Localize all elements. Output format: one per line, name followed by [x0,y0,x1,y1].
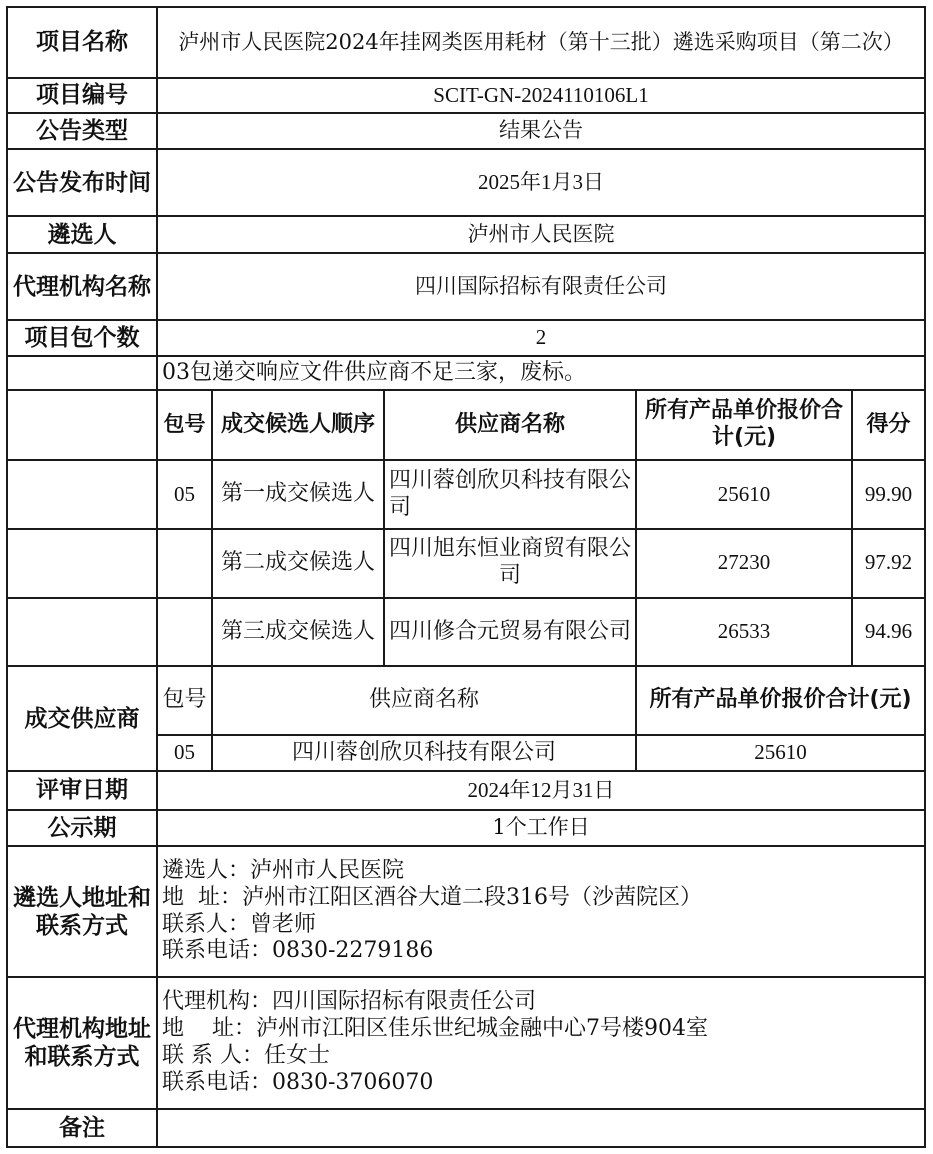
selector-contact-line: 地 址：泸州市江阳区酒谷大道二段316号（沙茜院区） [162,884,702,910]
agency-contact-line: 代理机构：四川国际招标有限责任公司 [162,989,537,1015]
winner-supplier: 四川蓉创欣贝科技有限公司 [212,735,636,771]
package-count-value: 2 [157,320,925,356]
agency-contact-line: 联系电话：0830-3706070 [162,1069,434,1095]
candidate-supplier: 四川蓉创欣贝科技有限公司 [384,460,636,529]
header-supplier-name: 供应商名称 [384,390,636,461]
candidate-score: 94.96 [852,598,925,667]
selector-value: 泸州市人民医院 [157,216,925,253]
row-remarks [7,1109,925,1147]
failed-note-spacer [7,356,157,389]
winner-header-row [7,666,925,735]
header-score: 得分 [852,390,925,461]
candidate-row-spacer [7,460,157,529]
selector-contact-label: 遴选人地址和联系方式 [7,846,157,977]
winner-header-package-no: 包号 [157,666,212,735]
row-agency-contact [7,977,925,1108]
agency-contact-block [157,977,925,1108]
candidate-row [7,529,925,598]
header-total-price: 所有产品单价报价合计(元) [636,390,852,461]
selector-contact-line: 联系电话：0830-2279186 [162,938,434,964]
project-code-label: 项目编号 [7,78,157,113]
row-project-code [7,78,925,113]
candidate-row [7,460,925,529]
winner-label: 成交供应商 [7,666,157,771]
winner-header-price: 所有产品单价报价合计(元) [636,666,925,735]
agency-label: 代理机构名称 [7,253,157,320]
candidate-row-spacer [7,598,157,667]
candidate-price: 27230 [636,529,852,598]
header-package-no: 包号 [157,390,212,461]
candidate-price: 26533 [636,598,852,667]
project-name-label: 项目名称 [7,7,157,78]
winner-price: 25610 [636,735,925,771]
candidate-package-no [157,598,212,667]
candidate-price: 25610 [636,460,852,529]
review-date-label: 评审日期 [7,771,157,809]
row-package-count [7,320,925,356]
candidate-row [7,598,925,667]
publicity-period-value: 1个工作日 [157,810,925,846]
selector-contact-line: 联系人：曾老师 [162,911,317,937]
row-agency [7,253,925,320]
publish-date-label: 公告发布时间 [7,149,157,216]
candidate-header-row [7,390,925,461]
header-candidate-order: 成交候选人顺序 [212,390,384,461]
row-announcement-type [7,113,925,149]
remarks-value [157,1109,925,1147]
candidate-package-no [157,529,212,598]
candidate-row-spacer [7,529,157,598]
selector-label: 遴选人 [7,216,157,253]
row-project-name [7,7,925,78]
project-code-value: SCIT-GN-2024110106L1 [157,78,925,113]
failed-note: 03包递交响应文件供应商不足三家，废标。 [157,356,925,389]
candidate-header-spacer [7,390,157,461]
selector-contact-block [157,846,925,977]
agency-contact-label: 代理机构地址和联系方式 [7,977,157,1108]
agency-contact-line: 联 系 人：任女士 [162,1042,330,1068]
agency-value: 四川国际招标有限责任公司 [157,253,925,320]
candidate-order: 第二成交候选人 [212,529,384,598]
package-count-label: 项目包个数 [7,320,157,356]
agency-contact-line: 地 址：泸州市江阳区佳乐世纪城金融中心7号楼904室 [162,1016,708,1042]
review-date-value: 2024年12月31日 [157,771,925,809]
candidate-supplier: 四川旭东恒业商贸有限公司 [384,529,636,598]
candidate-score: 99.90 [852,460,925,529]
row-publicity-period [7,810,925,846]
candidate-supplier: 四川修合元贸易有限公司 [384,598,636,667]
project-name-value: 泸州市人民医院2024年挂网类医用耗材（第十三批）遴选采购项目（第二次） [157,7,925,78]
publicity-period-label: 公示期 [7,810,157,846]
remarks-label: 备注 [7,1109,157,1147]
announcement-type-value: 结果公告 [157,113,925,149]
candidate-order: 第三成交候选人 [212,598,384,667]
row-selector [7,216,925,253]
publish-date-value: 2025年1月3日 [157,149,925,216]
announcement-type-label: 公告类型 [7,113,157,149]
winner-package-no: 05 [157,735,212,771]
candidate-order: 第一成交候选人 [212,460,384,529]
row-failed-note [7,356,925,389]
row-review-date [7,771,925,809]
row-publish-date [7,149,925,216]
winner-header-supplier: 供应商名称 [212,666,636,735]
candidate-package-no: 05 [157,460,212,529]
selector-contact-line: 遴选人：泸州市人民医院 [162,857,405,883]
announcement-table [6,6,926,1148]
row-selector-contact [7,846,925,977]
candidate-score: 97.92 [852,529,925,598]
